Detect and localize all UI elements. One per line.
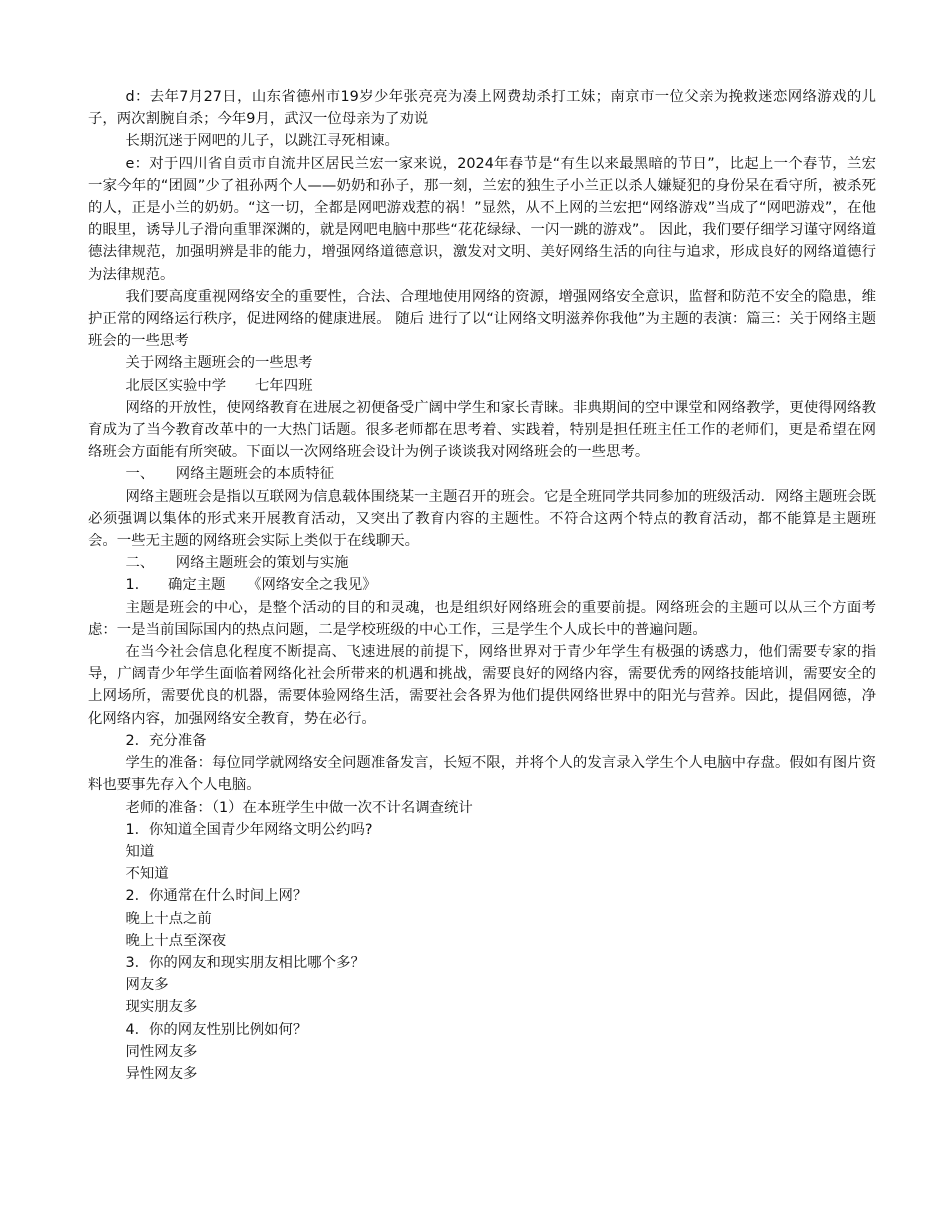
survey-option: 异性网友多	[125, 1065, 198, 1082]
section-heading-1: 一、 网络主题班会的本质特征	[125, 466, 335, 483]
subsection-heading-1: 1. 确定主题 《网络安全之我见》	[125, 577, 377, 594]
survey-question-4: 4．你的网友性别比例如何？	[125, 1021, 308, 1038]
subsection-heading-2: 2．充分准备	[125, 732, 207, 749]
survey-option: 网友多	[125, 977, 169, 994]
paragraph-case-e: e：对于四川省自贡市自流井区居民兰宏一家来说，2024年春节是“有生以来最黑暗的节日”，比起上一个春节，兰宏一家今年的“团圆”少了祖孙两个人——奶奶和孙子，那一刻，兰宏的独生子小兰正以杀人嫌疑犯的身份呆在看守所，被杀死的人，正是小兰的奶奶。“这一切，全都是网吧游戏惹的祸！”显然，从不上网的兰宏把“网络游戏”当成了“网吧游戏”，在他的眼里，诱导儿子滑向重罪深渊的，就是网吧电脑中那些“花花绿绿、一闪一跳的游戏”。 因此，我们要仔细学习谨守网络道德法律规范，加强明辨是非的能力，增强网络道德意识，激发对文明、美好网络生活的向往与追求，形成良好的网络道德行为法律规范。	[88, 155, 876, 283]
survey-question-3: 3．你的网友和现实朋友相比哪个多？	[125, 954, 365, 971]
survey-option: 晚上十点之前	[125, 910, 212, 927]
article-author: 北辰区实验中学 七年四班	[125, 377, 313, 394]
paragraph-case-d-cont: 长期沉迷于网吧的儿子，以跳江寻死相谏。	[125, 133, 399, 150]
paragraph-case-d: d：去年7月27日，山东省德州市19岁少年张亮亮为凑上网费劫杀打工妹；南京市一位父亲为挽救迷恋网络游戏的儿子，两次割腕自杀；今年9月，武汉一位母亲为了劝说	[88, 89, 876, 128]
teacher-prep-line: 老师的准备：（1）在本班学生中做一次不计名调查统计	[125, 799, 473, 816]
survey-question-2: 2．你通常在什么时间上网？	[125, 888, 308, 905]
survey-option: 晚上十点至深夜	[125, 932, 227, 949]
survey-question-1: 1．你知道全国青少年网络文明公约吗?	[125, 821, 373, 838]
paragraph-summary: 我们要高度重视网络安全的重要性，合法、合理地使用网络的资源，增强网络安全意识，监督和防范不安全的隐患，维护正常的网络运行秩序，促进网络的健康进展。 随后 进行了以“让网络文明滋养你我他”为主题的表演：篇三：关于网络主题班会的一些思考	[88, 288, 876, 350]
section-heading-2: 二、 网络主题班会的策划与实施	[125, 555, 349, 572]
survey-option: 知道	[125, 843, 155, 860]
paragraph-theme: 主题是班会的中心，是整个活动的目的和灵魂，也是组织好网络班会的重要前提。网络班会的主题可以从三个方面考虑：一是当前国际国内的热点问题，二是学校班级的中心工作，三是学生个人成长中的普遍问题。	[88, 599, 876, 638]
survey-option: 不知道	[125, 866, 169, 883]
paragraph-section-1: 网络主题班会是指以互联网为信息载体围绕某一主题召开的班会。它是全班同学共同参加的班级活动．网络主题班会既必须强调以集体的形式来开展教育活动，又突出了教育内容的主题性。不符合这两个特点的教育活动，都不能算是主题班会。一些无主题的网络班会实际上类似于在线聊天。	[88, 488, 876, 550]
survey-option: 同性网友多	[125, 1043, 198, 1060]
paragraph-student-prep: 学生的准备：每位同学就网络安全问题准备发言，长短不限，并将个人的发言录入学生个人电脑中存盘。假如有图片资料也要事先存入个人电脑。	[88, 755, 876, 794]
article-title: 关于网络主题班会的一些思考	[125, 355, 313, 372]
paragraph-intro: 网络的开放性，使网络教育在进展之初便备受广阔中学生和家长青睐。非典期间的空中课堂和网络教学，更使得网络教育成为了当今教育改革中的一大热门话题。很多老师都在思考着、实践着，特别是担任班主任工作的老师们，更是希望在网络班会方面能有所突破。下面以一次网络班会设计为例子谈谈我对网络班会的一些思考。	[88, 399, 876, 461]
survey-option: 现实朋友多	[125, 999, 198, 1016]
paragraph-context: 在当今社会信息化程度不断提高、飞速进展的前提下，网络世界对于青少年学生有极强的诱惑力，他们需要专家的指导，广阔青少年学生面临着网络化社会所带来的机遇和挑战，需要良好的网络内容，需要优秀的网络技能培训，需要安全的上网场所，需要优良的机器，需要体验网络生活，需要社会各界为他们提供网络世界中的阳光与营养。因此，提倡网德，净化网络内容，加强网络安全教育，势在必行。	[88, 644, 876, 727]
